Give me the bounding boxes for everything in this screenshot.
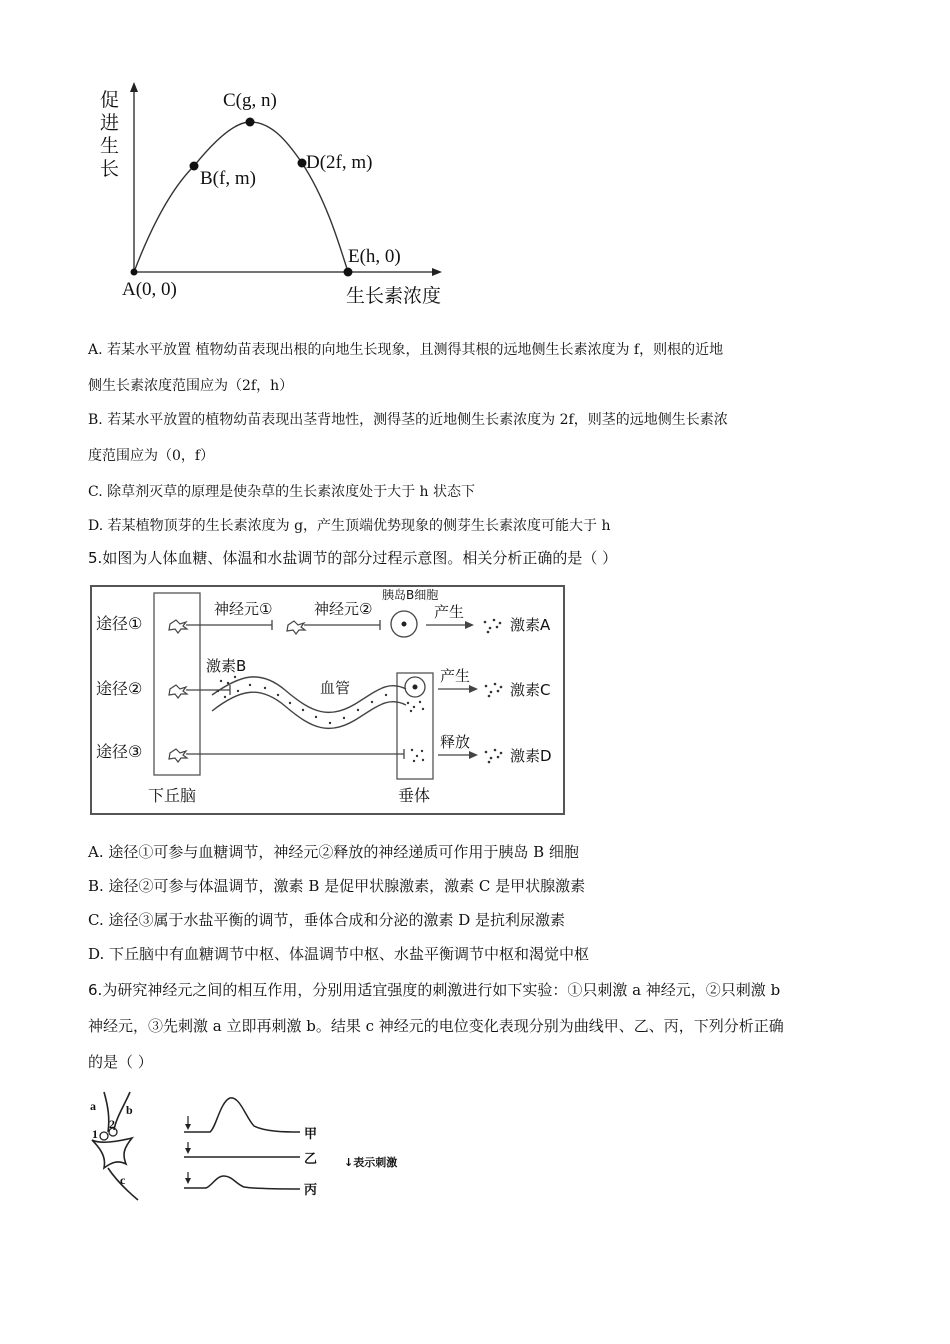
stim-arrow-head-2: [185, 1148, 191, 1154]
neuron-icon: [169, 620, 187, 762]
y-axis-label: [100, 89, 125, 180]
y-label-char: 生: [100, 135, 120, 157]
label-b: b: [126, 1103, 133, 1117]
arrow-head-c: [469, 685, 478, 693]
curve-jia-label: 甲: [304, 1127, 318, 1142]
path3-label: 途径③: [96, 742, 143, 761]
neuron2-icon: [287, 621, 305, 634]
pituitary-release-dots: [411, 749, 424, 762]
q6-stem-line2: 神经元，③先刺激 a 立即再刺激 b。结果 c 神经元的电位变化表现分别为曲线甲、乙、丙，下列分析正确: [88, 1017, 784, 1035]
hormone-a-label: 激素A: [510, 616, 551, 634]
q6-stem-line1: [88, 980, 780, 1000]
arrow-head-a: [465, 621, 474, 629]
stimulus-legend: ↓表示刺激: [344, 1156, 398, 1169]
growth-curve: [134, 122, 348, 272]
q4-option-a-line1: A. 若某水平放置 植物幼苗表现出根的向地生长现象，且测得其根的远地侧生长素浓度为 f，则根的近地: [88, 342, 724, 358]
hormone-b-label: 激素B: [206, 657, 247, 675]
blood-vessel-lower: [212, 692, 406, 728]
y-label-char: 长: [100, 158, 120, 180]
path1-label: 途径①: [96, 614, 143, 633]
q4-option-c: C. 除草剂灭草的原理是使杂草的生长素浓度处于大于 h 状态下: [88, 484, 476, 500]
q4-option-b-line1: B. 若某水平放置的植物幼苗表现出茎背地性，测得茎的近地侧生长素浓度为 2f，则茎的远地侧生长素浓: [88, 412, 728, 428]
blood-vessel-label: 血管: [320, 679, 351, 697]
label-d: D(2f, m): [306, 152, 373, 173]
neuron-c-body: [92, 1138, 132, 1168]
label-b: B(f, m): [200, 168, 256, 189]
point-e: [344, 268, 353, 277]
hormone-d-dots: [485, 749, 503, 764]
curve-bing: [184, 1176, 300, 1189]
q5-stem-text: 如图为人体血糖、体温和水盐调节的部分过程示意图。相关分析正确的是（ ）: [102, 549, 618, 567]
q6-stem-text1: 为研究神经元之间的相互作用，分别用适宜强度的刺激进行如下实验：①只刺激 a 神经元，②只刺激 b: [102, 981, 781, 999]
point-b: [190, 162, 199, 171]
point-c: [246, 118, 255, 127]
y-label-char: 促: [100, 89, 120, 111]
regulation-diagram: [90, 585, 566, 817]
label-c: C(g, n): [223, 90, 277, 111]
islet-b-cell-nucleus: [402, 622, 407, 627]
q6-stem-line3: 的是（ ）: [88, 1053, 153, 1071]
y-axis-arrow: [130, 82, 138, 92]
hormone-c-dots: [485, 683, 503, 698]
q5-number: 5.: [88, 549, 103, 567]
pituitary-cell-nucleus: [413, 685, 418, 690]
produce2-label: 产生: [440, 667, 471, 685]
neuron-figure: [86, 1088, 416, 1206]
q5-option-b: B. 途径②可参与体温调节，激素 B 是促甲状腺激素，激素 C 是甲状腺激素: [88, 877, 586, 895]
q6-number: 6.: [88, 981, 103, 999]
label-c: c: [120, 1173, 126, 1187]
q5-option-c: C. 途径③属于水盐平衡的调节，垂体合成和分泌的激素 D 是抗利尿激素: [88, 911, 566, 929]
stim-arrow-head-1: [185, 1124, 191, 1130]
q5-option-a: A. 途径①可参与血糖调节，神经元②释放的神经递质可作用于胰岛 B 细胞: [88, 843, 579, 861]
curve-jia: [184, 1098, 300, 1132]
x-axis-label: 生长素浓度: [346, 285, 442, 307]
y-label-char: 进: [100, 112, 120, 134]
release-label: 释放: [440, 733, 471, 751]
q4-option-a-line2: 侧生长素浓度范围应为（2f，h）: [88, 378, 294, 394]
neuron1-label: 神经元①: [214, 600, 273, 618]
x-axis-arrow: [432, 268, 442, 276]
label-e: E(h, 0): [348, 246, 401, 267]
produce1-label: 产生: [434, 603, 465, 621]
q5-option-d: D. 下丘脑中有血糖调节中枢、体温调节中枢、水盐平衡调节中枢和渴觉中枢: [88, 945, 590, 963]
arrow-head-d: [469, 751, 478, 759]
label-a: a: [90, 1099, 96, 1113]
path2-label: 途径②: [96, 679, 143, 698]
pituitary-dots: [407, 701, 424, 712]
q5-stem: [88, 548, 617, 568]
hormone-c-label: 激素C: [510, 681, 551, 699]
q4-option-d: D. 若某植物顶芽的生长素浓度为 g，产生顶端优势现象的侧芽生长素浓度可能大于 h: [88, 518, 611, 534]
q4-option-b-line2: 度范围应为（0，f）: [88, 448, 215, 464]
label-a: A(0, 0): [122, 279, 177, 300]
pituitary-label: 垂体: [398, 786, 431, 805]
auxin-graph: [90, 80, 470, 315]
hypothalamus-label: 下丘脑: [148, 786, 197, 805]
label-2: 2: [109, 1117, 115, 1131]
curve-bing-label: 丙: [304, 1183, 318, 1198]
hormone-d-label: 激素D: [510, 747, 552, 765]
label-1: 1: [92, 1127, 98, 1141]
curve-yi-label: 乙: [304, 1152, 318, 1167]
hormone-a-dots: [484, 619, 502, 634]
synapse-1: [100, 1132, 108, 1140]
stim-arrow-head-3: [185, 1178, 191, 1184]
neuron2-label: 神经元②: [314, 600, 373, 618]
point-a: [131, 269, 138, 276]
islet-cell-label: 胰岛B细胞: [382, 588, 439, 602]
